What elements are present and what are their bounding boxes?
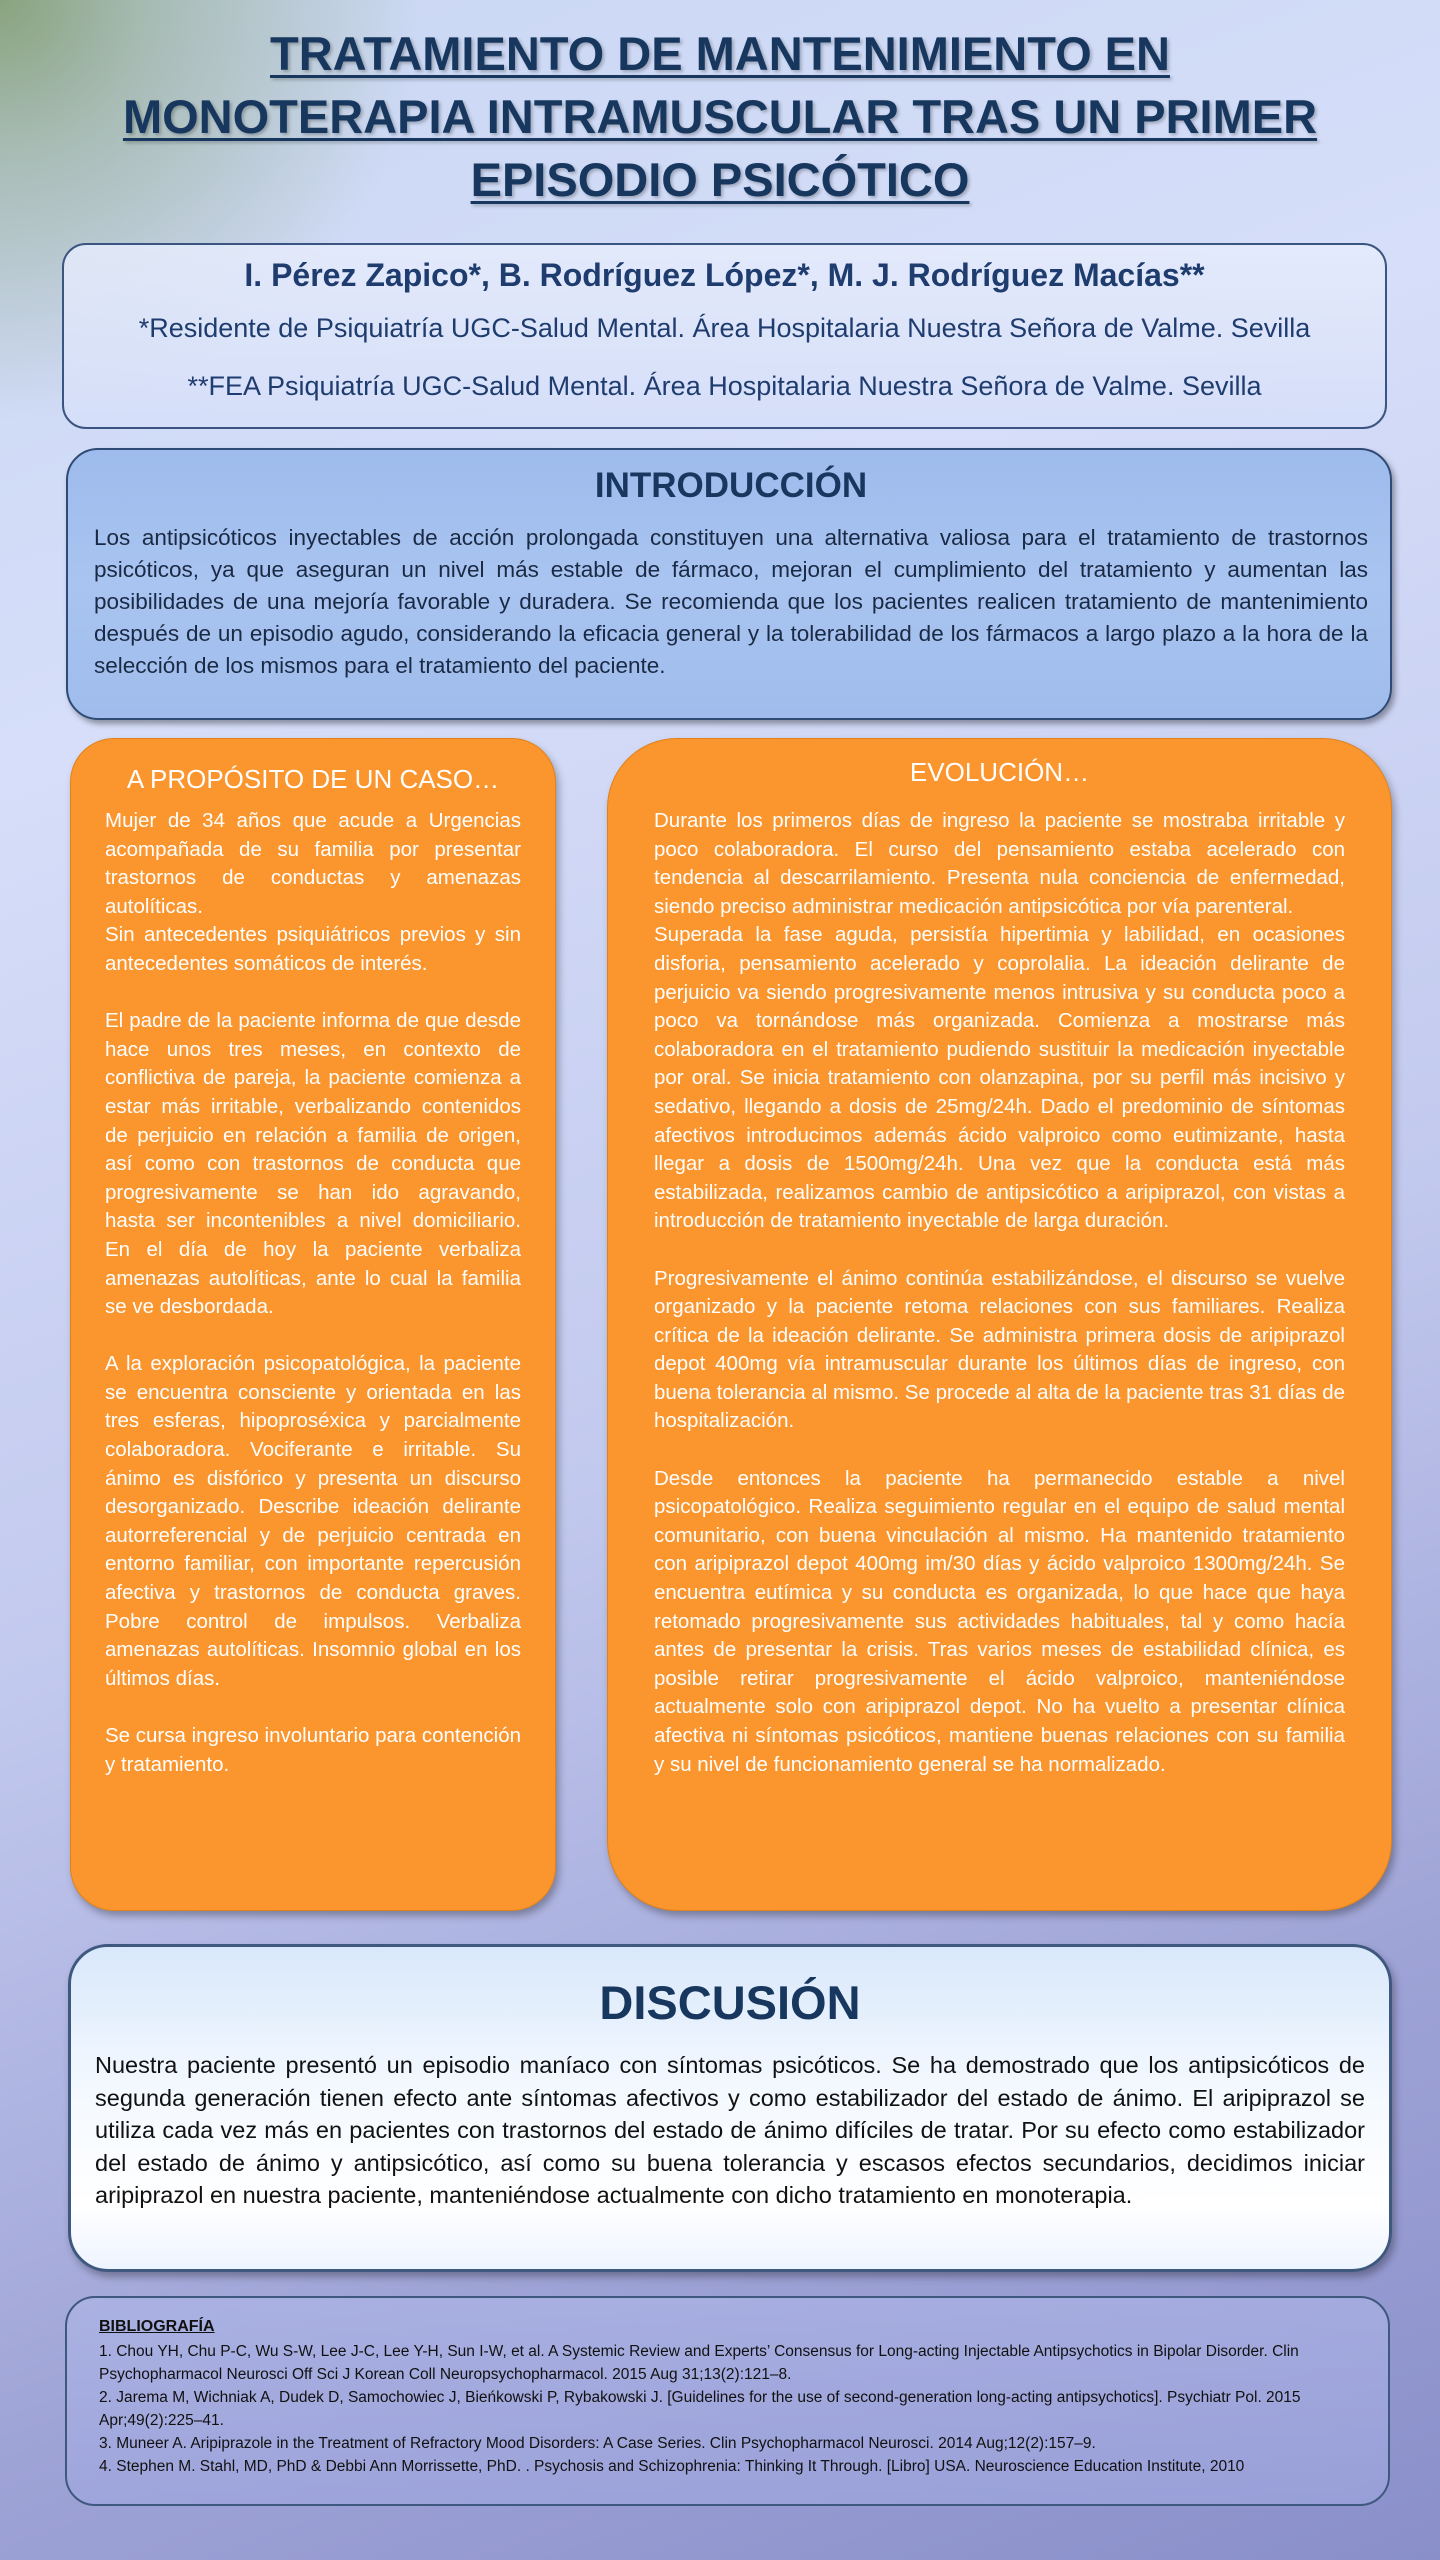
caso-heading: A PROPÓSITO DE UN CASO… <box>126 764 500 794</box>
introduccion-heading: INTRODUCCIÓN <box>594 466 868 505</box>
discusion-text: Nuestra paciente presentó un episodio maníaco con síntomas psicóticos. Se ha demostrado que los antipsicóticos de segunda generación tienen efecto ante síntomas afectivos y como estabilizador del estado de ánimo. El aripiprazol se utiliza cada vez más en pacientes con trastornos del estado de ánimo difíciles de tratar. Por su efecto como estabilizador del estado de ánimo y antipsicótico, así como su buena tolerancia y escasos efectos secundarios, decidimos iniciar aripiprazol en nuestra paciente, manteniéndose actualmente con dicho tratamiento en monoterapia. <box>95 2052 1365 2208</box>
title-line-2: MONOTERAPIA INTRAMUSCULAR TRAS UN PRIMER <box>122 90 1318 143</box>
evolucion-paragraph-1: Durante los primeros días de ingreso la paciente se mostraba irritable y poco colaboradora. El curso del pensamiento estaba acelerado con tendencia al descarrilamiento. Presenta nula conciencia de enfermedad, siendo preciso administrar medicación antipsicótica por vía parenteral. <box>654 809 1345 918</box>
caso-paragraph-4: A la exploración psicopatológica, la paciente se encuentra consciente y orientada en las tres esferas, hipoproséxica y parcialmente colaboradora. Vociferante e irritable. Su ánimo es disfórico y presenta un discurso desorganizado. Describe ideación delirante autorreferencial y de perjuicio centrada en entorno familiar, con importante repercusión afectiva y trastornos de conducta graves. Pobre control de impulsos. Verbaliza amenazas autolíticas. Insomnio global en los últimos días. <box>105 1352 521 1690</box>
introduccion-panel <box>66 448 1392 720</box>
evolucion-panel <box>607 738 1392 1911</box>
title-line-3: EPISODIO PSICÓTICO <box>470 153 970 206</box>
discusion-panel <box>68 1944 1392 2272</box>
bibliografia-panel <box>65 2296 1390 2506</box>
discusion-heading: DISCUSIÓN <box>599 1976 861 2029</box>
caso-paragraph-1: Mujer de 34 años que acude a Urgencias acompañada de su familia por presentar trastornos de conductas y amenazas autolíticas. <box>105 809 521 918</box>
reference-item: 2. Jarema M, Wichniak A, Dudek D, Samochowiec J, Bieńkowski P, Rybakowski J. [Guidelines for the use of second-generation long-acting antipsychotics]. Psychiatr Pol. 2015 Apr;49(2):225–41. <box>99 2389 1301 2429</box>
introduccion-text: Los antipsicóticos inyectables de acción prolongada constituyen una alternativa valiosa para el tratamiento de trastornos psicóticos, ya que aseguran un nivel más estable de fármaco, mejoran el cumplimiento del tratamiento y aumentan las posibilidades de una mejoría favorable y duradera. Se recomienda que los pacientes realicen tratamiento de mantenimiento después de un episodio agudo, considerando la eficacia general y la tolerabilidad de los fármacos a largo plazo a la hora de la selección de los mismos para el tratamiento del paciente. <box>94 525 1368 678</box>
caso-paragraph-2: Sin antecedentes psiquiátricos previos y sin antecedentes somáticos de interés. <box>105 923 521 975</box>
caso-paragraph-3: El padre de la paciente informa de que desde hace unos tres meses, en contexto de conflictiva de pareja, la paciente comienza a estar más irritable, verbalizando contenidos de perjuicio en relación a familia de origen, así como con trastornos de conducta que progresivamente se han ido agravando, hasta ser incontenibles a nivel domiciliario. En el día de hoy la paciente verbaliza amenazas autolíticas, ante lo cual la familia se ve desbordada. <box>105 1009 521 1319</box>
authors-line: I. Pérez Zapico*, B. Rodríguez López*, M. J. Rodríguez Macías** <box>244 257 1205 293</box>
affiliation-fea: **FEA Psiquiatría UGC-Salud Mental. Área Hospitalaria Nuestra Señora de Valme. Sevilla <box>187 371 1262 401</box>
title-line-1: TRATAMIENTO DE MANTENIMIENTO EN <box>270 27 1170 80</box>
reference-item: 3. Muneer A. Aripiprazole in the Treatment of Refractory Mood Disorders: A Case Series. Clin Psychopharmacol Neurosci. 2014 Aug;12(2):157–9. <box>99 2435 1096 2452</box>
evolucion-paragraph-3: Progresivamente el ánimo continúa estabilizándose, el discurso se vuelve organizado y la paciente retoma relaciones con sus familiares. Realiza crítica de la ideación delirante. Se administra primera dosis de aripiprazol depot 400mg vía intramuscular durante los últimos días de ingreso, con buena tolerancia al mismo. Se procede al alta de la paciente tras 31 días de hospitalización. <box>654 1266 1345 1433</box>
bibliografia-heading: BIBLIOGRAFÍA <box>99 2318 215 2335</box>
caso-paragraph-5: Se cursa ingreso involuntario para contención y tratamiento. <box>105 1724 521 1776</box>
affiliation-residente: *Residente de Psiquiatría UGC-Salud Mental. Área Hospitalaria Nuestra Señora de Valme. Sevilla <box>138 313 1311 343</box>
reference-item: 1. Chou YH, Chu P-C, Wu S-W, Lee J-C, Lee Y-H, Sun I-W, et al. A Systemic Review and Experts’ Consensus for Long-acting Injectable Antipsychotics in Bipolar Disorder. Clin Psychopharmacol Neurosci Off Sci J Korean Coll Neuropsychopharmacol. 2015 Aug 31;13(2):121–8. <box>99 2343 1299 2383</box>
authors-panel <box>62 243 1387 429</box>
reference-item: 4. Stephen M. Stahl, MD, PhD & Debbi Ann Morrissette, PhD. . Psychosis and Schizophrenia: Thinking It Through. [Libro] USA. Neuroscience Education Institute, 2010 <box>99 2458 1245 2475</box>
poster-title <box>70 22 1370 211</box>
caso-panel <box>70 738 556 1911</box>
evolucion-heading: EVOLUCIÓN… <box>909 757 1090 787</box>
evolucion-paragraph-4: Desde entonces la paciente ha permanecido estable a nivel psicopatológico. Realiza seguimiento regular en el equipo de salud mental comunitario, con buena vinculación al mismo. Ha mantenido tratamiento con aripiprazol depot 400mg im/30 días y ácido valproico 1300mg/24h. Se encuentra eutímica y su conducta es organizada, lo que hace que haya retomado progresivamente sus actividades habituales, tal y como hacía antes de presentar la crisis. Tras varios meses de estabilidad clínica, es posible retirar progresivamente el ácido valproico, manteniéndose actualmente solo con aripiprazol depot. No ha vuelto a presentar clínica afectiva ni síntomas psicóticos, mantiene buenas relaciones con su familia y su nivel de funcionamiento general se ha normalizado. <box>654 1466 1345 1776</box>
evolucion-paragraph-2: Superada la fase aguda, persistía hipertimia y labilidad, en ocasiones disforia, pensamiento acelerado y coprolalia. La ideación delirante de perjuicio va siendo progresivamente menos intrusiva y su conducta poco a poco va tornándose más organizada. Comienza a mostrarse más colaboradora en el tratamiento pudiendo sustituir la medicación inyectable por oral. Se inicia tratamiento con olanzapina, por su perfil más incisivo y sedativo, llegando a dosis de 25mg/24h. Dado el predominio de síntomas afectivos introducimos además ácido valproico como eutimizante, hasta llegar a dosis de 1500mg/24h. Una vez que la conducta está más estabilizada, realizamos cambio de antipsicótico a aripiprazol, con vistas a introducción de tratamiento inyectable de larga duración. <box>654 923 1345 1233</box>
